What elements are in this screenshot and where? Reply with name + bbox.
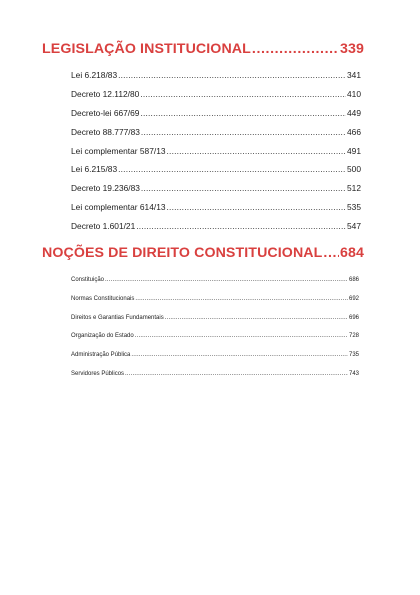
entry-label: Administração Pública bbox=[71, 352, 131, 359]
entry-page-number: 500 bbox=[347, 164, 361, 175]
toc-entry[interactable] bbox=[71, 66, 361, 85]
section-title: NOÇÕES DE DIREITO CONSTITUCIONAL bbox=[42, 245, 323, 261]
entry-label: Decreto 12.112/80 bbox=[71, 88, 140, 99]
entry-label: Organização do Estado bbox=[71, 333, 134, 340]
toc-entry[interactable] bbox=[71, 271, 359, 290]
entry-label: Decreto 88.777/83 bbox=[71, 126, 140, 137]
entry-page-number: 547 bbox=[347, 221, 361, 232]
toc-entry[interactable] bbox=[71, 179, 361, 198]
toc-entry-list bbox=[71, 271, 359, 384]
section-heading[interactable] bbox=[42, 244, 364, 262]
entry-page-number: 735 bbox=[348, 352, 359, 359]
entry-label: Lei 6.218/83 bbox=[71, 70, 118, 80]
toc-entry[interactable] bbox=[71, 104, 361, 123]
toc-entry[interactable] bbox=[71, 160, 361, 179]
toc-entry[interactable] bbox=[71, 142, 361, 161]
dot-leader bbox=[141, 179, 346, 198]
dot-leader bbox=[167, 198, 347, 217]
dot-leader bbox=[131, 346, 348, 365]
dot-leader bbox=[105, 271, 348, 290]
entry-page-number: 743 bbox=[348, 370, 359, 377]
toc-entry[interactable] bbox=[71, 123, 361, 142]
entry-label: Lei complementar 614/13 bbox=[71, 202, 166, 213]
section-title: LEGISLAÇÃO INSTITUCIONAL bbox=[42, 41, 251, 57]
toc-entry[interactable] bbox=[71, 85, 361, 104]
toc-section-direito-constitucional bbox=[42, 244, 364, 384]
entry-label: Normas Constitucionais bbox=[71, 295, 135, 302]
toc-entry[interactable] bbox=[71, 309, 359, 328]
dot-leader bbox=[252, 40, 339, 58]
entry-page-number: 512 bbox=[347, 183, 361, 194]
dot-leader bbox=[136, 217, 346, 236]
dot-leader bbox=[165, 309, 348, 328]
section-page-number: 684 bbox=[340, 245, 364, 261]
entry-label: Decreto 19.236/83 bbox=[71, 183, 140, 194]
entry-page-number: 535 bbox=[347, 202, 361, 213]
entry-page-number: 466 bbox=[347, 126, 361, 137]
dot-leader bbox=[125, 365, 348, 384]
entry-label: Lei 6.215/83 bbox=[71, 164, 118, 175]
toc-entry[interactable] bbox=[71, 198, 361, 217]
toc-entry[interactable] bbox=[71, 346, 359, 365]
dot-leader bbox=[141, 123, 346, 142]
entry-label: Direitos e Garantias Fundamentais bbox=[71, 314, 164, 321]
entry-label: Servidores Públicos bbox=[71, 370, 125, 377]
entry-page-number: 449 bbox=[347, 107, 361, 118]
toc-entry[interactable] bbox=[71, 290, 359, 309]
section-page-number: 339 bbox=[340, 41, 364, 57]
dot-leader bbox=[135, 290, 348, 309]
entry-label: Decreto 1.601/21 bbox=[71, 221, 136, 232]
toc-entry[interactable] bbox=[71, 327, 359, 346]
toc-entry-list bbox=[71, 66, 361, 236]
entry-page-number: 692 bbox=[348, 295, 359, 302]
dot-leader bbox=[323, 244, 339, 262]
entry-page-number: 341 bbox=[347, 70, 361, 80]
entry-page-number: 686 bbox=[348, 277, 359, 283]
dot-leader bbox=[140, 104, 346, 123]
toc-section-legislacao bbox=[42, 40, 364, 236]
entry-page-number: 728 bbox=[348, 333, 359, 340]
entry-page-number: 491 bbox=[347, 145, 361, 156]
dot-leader bbox=[167, 142, 347, 161]
entry-label: Lei complementar 587/13 bbox=[71, 145, 166, 156]
dot-leader bbox=[135, 327, 348, 346]
dot-leader bbox=[118, 66, 346, 85]
dot-leader bbox=[118, 160, 346, 179]
toc-entry[interactable] bbox=[71, 217, 361, 236]
entry-page-number: 696 bbox=[348, 314, 359, 321]
entry-page-number: 410 bbox=[347, 88, 361, 99]
entry-label: Decreto-lei 667/69 bbox=[71, 107, 140, 118]
entry-label: Constituição bbox=[71, 277, 105, 283]
toc-entry[interactable] bbox=[71, 365, 359, 384]
section-heading[interactable] bbox=[42, 40, 364, 58]
dot-leader bbox=[140, 85, 346, 104]
